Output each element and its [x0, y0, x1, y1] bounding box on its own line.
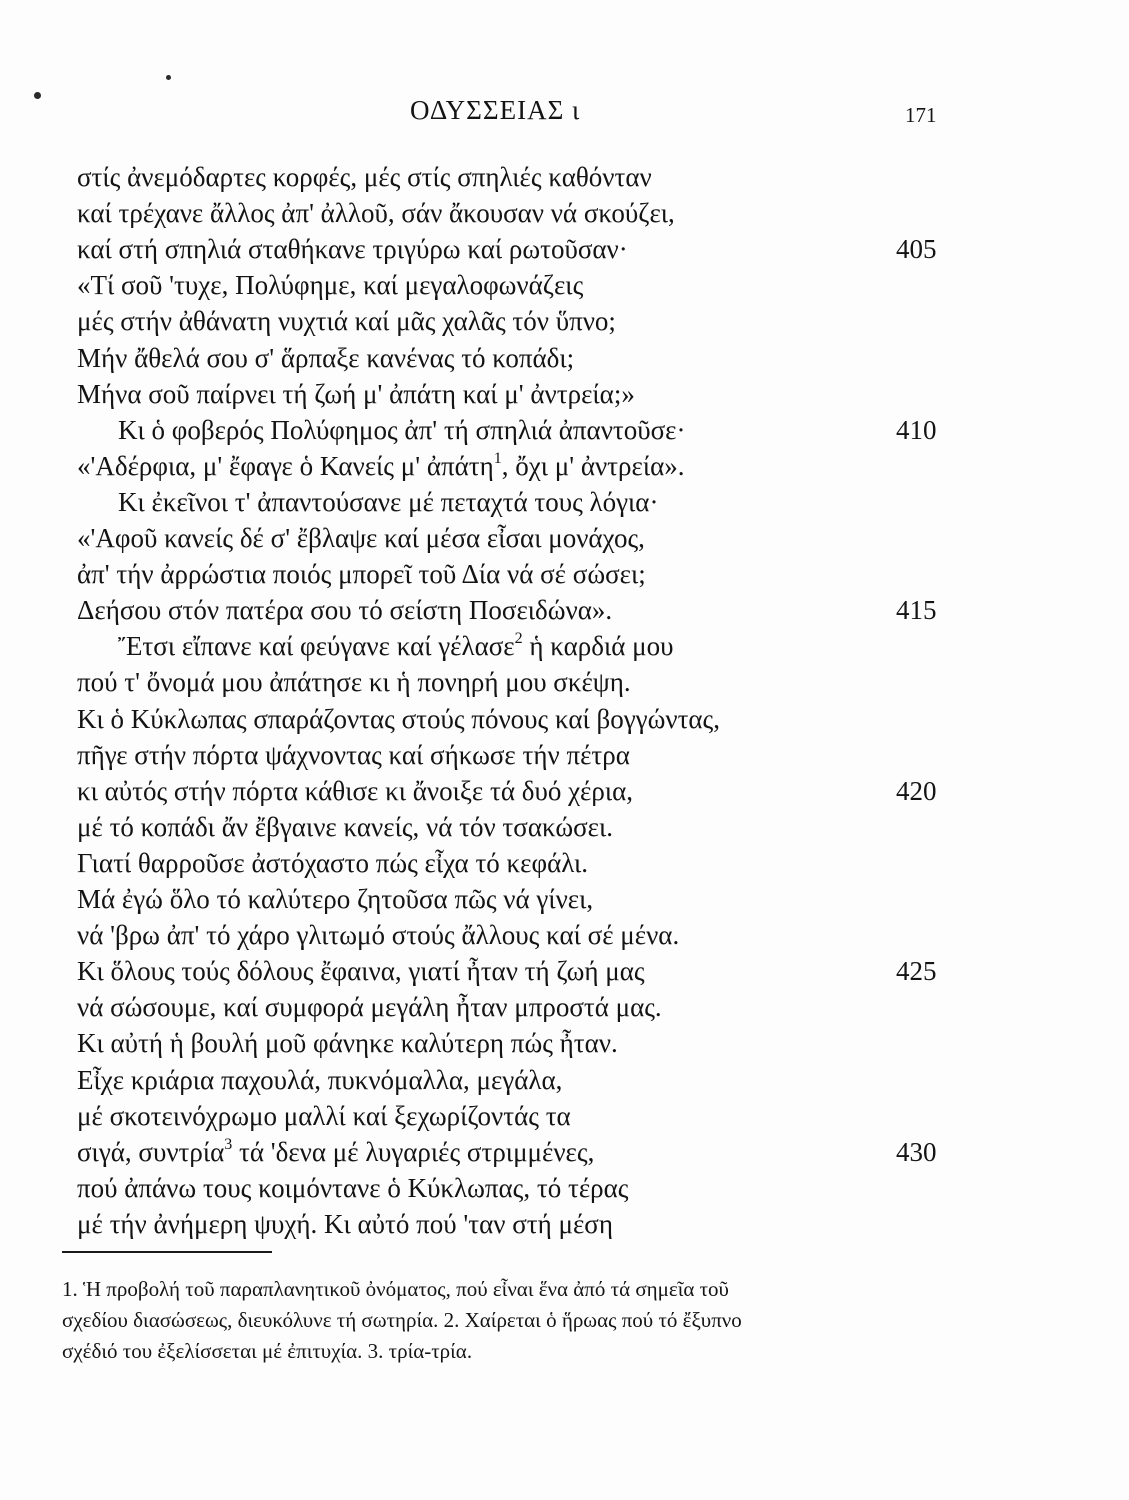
verse-line — [77, 301, 616, 341]
footnote-line: σχέδιό του ἐξελίσσεται μέ ἐπιτυχία. 3. τρία-τρία. — [62, 1339, 473, 1363]
verse-line — [77, 518, 645, 558]
speck-mark-2 — [166, 75, 171, 80]
footnote-marker: 2 — [514, 630, 523, 647]
verse-text: πού τ' ὄνομά μου ἀπάτησε κι ἡ πονηρή μου σκέψη. — [77, 667, 631, 697]
verse-line — [77, 1096, 571, 1136]
verse-line — [77, 229, 628, 269]
footnote-rule — [62, 1251, 272, 1253]
verse-line — [77, 338, 574, 378]
verse-text: πού ἀπάνω τους κοιμόντανε ὁ Κύκλωπας, τό τέρας — [77, 1173, 629, 1203]
line-number: 415 — [896, 595, 937, 625]
footnote-line: σχεδίου διασώσεως, διευκόλυνε τή σωτηρία. 2. Χαίρεται ὁ ἥρωας πού τό ἔξυπνο — [62, 1308, 742, 1332]
verse-text: νά 'βρω ἀπ' τό χάρο γλιτωμό στούς ἄλλους καί σέ μένα. — [77, 920, 680, 950]
verse-text: καί τρέχανε ἄλλος ἀπ' ἀλλοῦ, σάν ἄκουσαν νά σκούζει, — [77, 198, 675, 228]
verse-line — [77, 157, 652, 197]
verse-text: μέ τήν ἀνήμερη ψυχή. Κι αὐτό πού 'ταν στή μέση — [77, 1209, 613, 1239]
verse-text: μέ σκοτεινόχρωμο μαλλί καί ξεχωρίζοντάς τα — [77, 1101, 571, 1131]
footnote-marker: 3 — [224, 1136, 233, 1153]
verse-line — [77, 446, 685, 486]
verse-line — [77, 951, 645, 991]
running-header-title: ΟΔΥΣΣΕΙΑΣ ι — [410, 95, 581, 125]
line-number: 430 — [896, 1137, 937, 1167]
verse-text-continued: ἡ καρδιά μου — [522, 631, 674, 661]
verse-text: Κι ὁ φοβερός Πολύφημος ἀπ' τή σπηλιά ἀπαντοῦσε· — [118, 415, 686, 445]
verse-text: Κι ἐκεῖνοι τ' ἀπαντούσανε μέ πεταχτά τους λόγια· — [118, 487, 659, 517]
line-number: 405 — [896, 234, 937, 264]
verse-line — [77, 374, 635, 414]
verse-line — [77, 735, 630, 775]
verse-text: «'Αδέρφια, μ' ἔφαγε ὁ Κανείς μ' ἀπάτη — [77, 451, 494, 481]
line-number: 425 — [896, 956, 937, 986]
verse-line — [77, 590, 612, 630]
line-number: 420 — [896, 776, 937, 806]
verse-line — [77, 807, 613, 847]
verse-line — [77, 699, 720, 739]
verse-text: Κι αὐτή ἡ βουλή μοῦ φάνηκε καλύτερη πώς ἦταν. — [77, 1028, 618, 1058]
verse-text: Ἔτσι εἴπανε καί φεύγανε καί γέλασε — [118, 631, 515, 661]
verse-line — [77, 1060, 562, 1100]
verse-text: στίς ἀνεμόδαρτες κορφές, μές στίς σπηλιές καθόνταν — [77, 162, 652, 192]
verse-line — [77, 771, 633, 811]
verse-text: Γιατί θαρροῦσε ἀστόχαστο πώς εἶχα τό κεφάλι. — [77, 848, 588, 878]
verse-line — [77, 1132, 594, 1172]
verse-line — [118, 626, 673, 666]
verse-text: «'Αφοῦ κανείς δέ σ' ἔβλαψε καί μέσα εἶσαι μονάχος, — [77, 523, 645, 553]
verse-text: μέ τό κοπάδι ἄν ἔβγαινε κανείς, νά τόν τσακώσει. — [77, 812, 614, 842]
verse-text: πῆγε στήν πόρτα ψάχνοντας καί σήκωσε τήν πέτρα — [77, 740, 630, 770]
verse-text: καί στή σπηλιά σταθήκανε τριγύρω καί ρωτοῦσαν· — [77, 234, 628, 264]
verse-text-continued: , ὄχι μ' ἀντρεία». — [501, 451, 685, 481]
verse-text: ἀπ' τήν ἀρρώστια ποιός μπορεῖ τοῦ Δία νά σέ σώσει; — [77, 559, 646, 589]
verse-text: Μά ἐγώ ὅλο τό καλύτερο ζητοῦσα πῶς νά γίνει, — [77, 884, 594, 914]
verse-line — [77, 662, 631, 702]
verse-line — [77, 879, 593, 919]
verse-line — [77, 1168, 628, 1208]
verse-line — [77, 1023, 618, 1063]
verse-text: Κι ὅλους τούς δόλους ἔφαινα, γιατί ἦταν τή ζωή μας — [77, 956, 645, 986]
speck-mark — [34, 92, 41, 99]
verse-text: Κι ὁ Κύκλωπας σπαράζοντας στούς πόνους καί βογγώντας, — [77, 704, 721, 734]
footnote-line: 1. Ἡ προβολή τοῦ παραπλανητικοῦ ὀνόματος, πού εἶναι ἕνα ἀπό τά σημεῖα τοῦ — [62, 1277, 729, 1301]
verse-text: νά σώσουμε, καί συμφορά μεγάλη ἦταν μπροστά μας. — [77, 992, 662, 1022]
footnotes — [62, 1274, 942, 1367]
verse-text: Μήν ἄθελά σου σ' ἅρπαξε κανένας τό κοπάδι; — [77, 343, 575, 373]
verse-text: σιγά, συντρία — [77, 1137, 225, 1167]
verse-text: Εἶχε κριάρια παχουλά, πυκνόμαλλα, μεγάλα, — [77, 1065, 563, 1095]
verse-line — [118, 410, 686, 450]
verse-line — [77, 193, 675, 233]
verse-line — [77, 987, 662, 1027]
verse-line — [77, 265, 583, 305]
verse-text: κι αὐτός στήν πόρτα κάθισε κι ἄνοιξε τά δυό χέρια, — [77, 776, 634, 806]
line-number: 410 — [896, 415, 937, 445]
verse-line — [118, 482, 658, 522]
verse-text: Μήνα σοῦ παίρνει τή ζωή μ' ἀπάτη καί μ' ἀντρεία;» — [77, 379, 635, 409]
verse-line — [77, 915, 679, 955]
page-number: 171 — [905, 103, 937, 127]
verse-line — [77, 1204, 613, 1244]
footnote-marker: 1 — [493, 450, 502, 467]
verse-text-continued: τά 'δενα μέ λυγαριές στριμμένες, — [232, 1137, 595, 1167]
verse-text: «Τί σοῦ 'τυχε, Πολύφημε, καί μεγαλοφωνάζεις — [77, 270, 584, 300]
verse-text: μές στήν ἀθάνατη νυχτιά καί μᾶς χαλᾶς τόν ὕπνο; — [77, 306, 616, 336]
verse-line — [77, 554, 646, 594]
verse-text: Δεήσου στόν πατέρα σου τό σείστη Ποσειδώνα». — [77, 595, 613, 625]
verse-line — [77, 843, 588, 883]
